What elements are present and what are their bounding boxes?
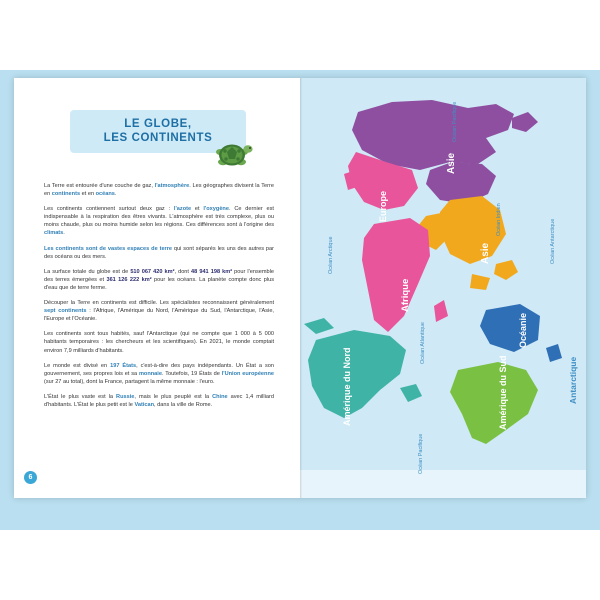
page-title-line-1: LE GLOBE, <box>124 118 192 130</box>
label-amerique-du-nord: Amérique du Nord <box>342 347 352 426</box>
paragraph-4: La surface totale du globe est de 510 067 420 km², dont 48 941 198 km² pour l'ensemble des terres émergées et 361 126 222 km² pour les océans. La planète compte donc plus d'eau que de terre ferme. <box>44 268 275 291</box>
label-amerique-du-sud: Amérique du Sud <box>498 355 508 430</box>
page-number: 6 <box>24 471 37 484</box>
paragraph-2: Les continents contiennent surtout deux gaz : l'azote et l'oxygène. Ce dernier est indispensable à la respiration des êtres vivants. L'atmosphère est très complexe, plus ou moins chaude, plus ou moins humide selon les régions. Ces différences sont à l'origine des climats. <box>44 206 274 237</box>
label-asie-north: Asie <box>446 152 457 174</box>
label-oceanie: Océanie <box>518 312 528 348</box>
left-page <box>14 78 300 498</box>
book-spine <box>300 78 302 498</box>
article-body <box>44 182 274 416</box>
label-asie-south: Asie <box>480 242 491 264</box>
ocean-label-atlantique: Océan Atlantique <box>420 322 426 364</box>
ocean-label-antarctique: Océan Antarctique <box>550 218 556 264</box>
paragraph-7: Le monde est divisé en 197 États, c'est-à-dire des pays indépendants. Un État a son gouvernement, ses propres lois et sa monnaie. Toutefois, 19 États de l'Union européenne (sur 27 au total), dont la France, partagent la même monnaie : l'euro. <box>44 362 274 385</box>
label-afrique: Afrique <box>400 278 411 312</box>
paragraph-6: Les continents sont tous habités, sauf l'Antarctique (qui ne compte que 1 000 à 5 000 habitants temporaires : les chercheurs et les scientifiques). En 2021, le monde comptait environ 7,9 milliards d'habitants. <box>44 331 274 354</box>
turtle-icon <box>210 140 254 174</box>
page-title-line-2: LES CONTINENTS <box>103 132 213 144</box>
ocean-label-arctique: Océan Arctique <box>328 236 334 274</box>
ocean-label-indien: Océan Indien <box>496 203 502 236</box>
world-map-illustration <box>300 78 586 498</box>
paragraph-1: La Terre est entourée d'une couche de gaz, l'atmosphère. Les géographes divisent la Terre en continents et en océans. <box>44 183 274 198</box>
ocean-label-pacifique-north: Océan Pacifique <box>452 101 458 142</box>
right-page-map <box>300 78 586 498</box>
label-europe: Europe <box>378 190 388 222</box>
paragraph-5: Découper la Terre en continents est difficile. Les spécialistes reconnaissent généralement sept continents : l'Afrique, l'Amérique du Nord, l'Amérique du Sud, l'Antarctique, l'Asie, l'Europe et l'Océanie. <box>44 300 274 323</box>
label-antarctique: Antarctique <box>568 356 578 404</box>
paragraph-8: L'État le plus vaste est la Russie, mais le plus peuplé est la Chine avec 1,4 milliard d'habitants. L'État le plus petit est le Vatican, dans la ville de Rome. <box>44 393 274 408</box>
paragraph-3: Les continents sont de vastes espaces de terre qui sont séparés les uns des autres par des océans ou des mers. <box>44 245 274 260</box>
antarctica-shape <box>300 470 586 498</box>
ocean-label-pacifique-south: Océan Pacifique <box>418 433 424 474</box>
book-spread <box>14 78 586 498</box>
